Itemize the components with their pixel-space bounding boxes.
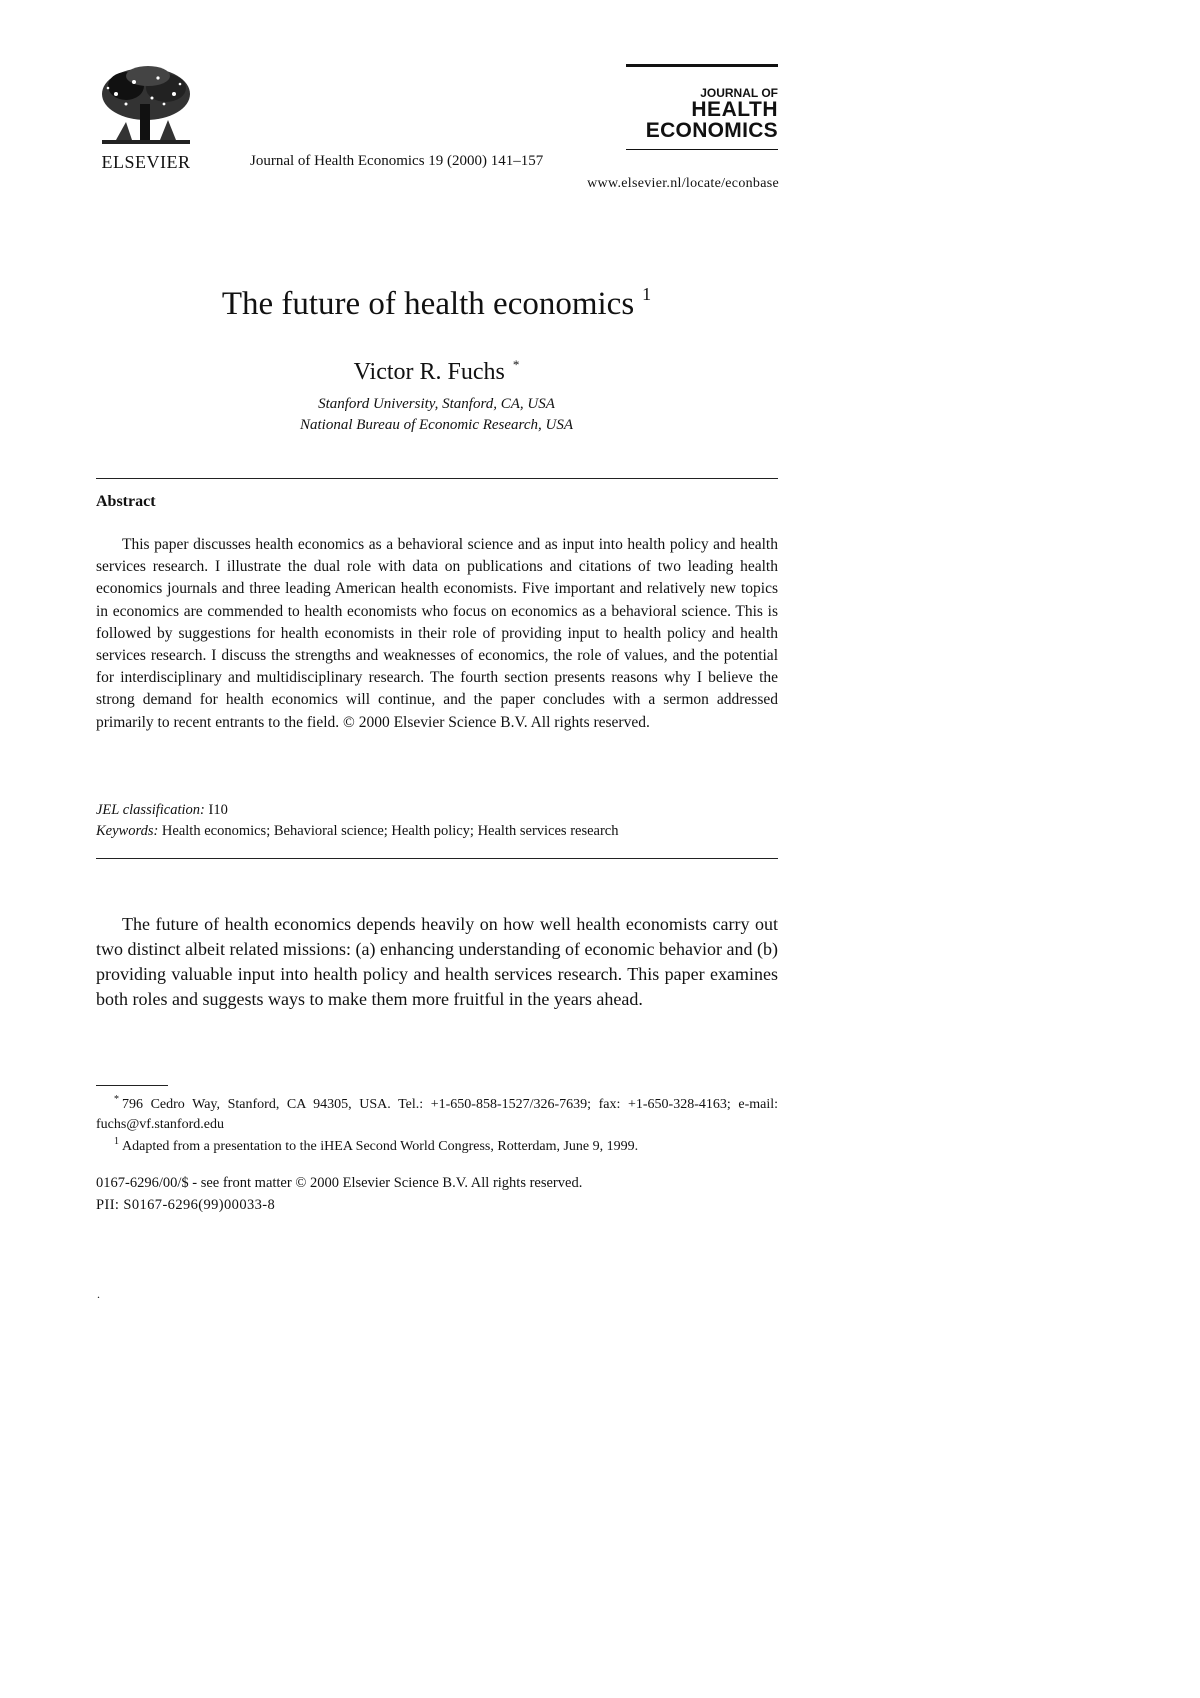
- article-title-text: The future of health economics: [221, 286, 635, 322]
- footnote-rule: [96, 1085, 168, 1086]
- journal-logo-line2: HEALTH: [691, 98, 778, 121]
- pii-line: PII: S0167-6296(99)00033-8: [96, 1197, 276, 1213]
- stray-mark: .: [97, 1287, 100, 1301]
- publisher-name: ELSEVIER: [101, 152, 191, 172]
- affiliation-2: National Bureau of Economic Research, USA: [299, 417, 573, 433]
- abstract-body: This paper discusses health economics as a behavioral science and as input into health policy and health services research. I illustrate the dual role with data on publications and citations of two leading health economics journals and three leading American health economists. Five important and relatively new topics in economics are commended to health economists who focus on economics as a behavioral science. This is followed by suggestions for health economists in their role of providing input to health policy and health services research. I discuss the strengths and weaknesses of economics, the role of values, and the potential for interdisciplinary and multidisciplinary research. The fourth section presents reasons why I believe the strong demand for health economics will continue, and the paper concludes with a sermon addressed primarily to recent entrants to the field. © 2000 Elsevier Science B.V. All rights reserved.: [96, 536, 778, 731]
- journal-citation: Journal of Health Economics 19 (2000) 141–157: [250, 153, 544, 169]
- footnote-mark-title: 1: [114, 1136, 119, 1147]
- footnote-author-text: 796 Cedro Way, Stanford, CA 94305, USA. Tel.: +1-650-858-1527/326-7639; fax: +1-650-328-4163; e-mail: fuchs@vf.stanford.edu: [96, 1097, 778, 1132]
- logo-bottom-rule: [626, 149, 778, 150]
- author-line: [0, 357, 873, 386]
- journal-logo-line1: JOURNAL OF: [700, 86, 778, 100]
- article-title: [0, 284, 873, 323]
- keywords: [96, 823, 618, 840]
- keywords-value: Health economics; Behavioral science; Health policy; Health services research: [161, 823, 619, 839]
- title-footnote-mark: 1: [642, 284, 652, 304]
- journal-logo-line3: ECONOMICS: [645, 119, 778, 142]
- journal-url[interactable]: www.elsevier.nl/locate/econbase: [587, 176, 779, 191]
- affiliation-1: Stanford University, Stanford, CA, USA: [318, 396, 555, 412]
- issn-line: 0167-6296/00/$ - see front matter © 2000 Elsevier Science B.V. All rights reserved.: [96, 1175, 583, 1191]
- jel-classification: [96, 802, 228, 819]
- author-footnote-mark: *: [512, 357, 520, 372]
- journal-logo: [626, 64, 778, 150]
- footnote-author: [96, 1090, 778, 1135]
- abstract-top-rule: [96, 478, 778, 479]
- author-name: Victor R. Fuchs: [353, 359, 505, 385]
- footnote-title-text: Adapted from a presentation to the iHEA Second World Congress, Rotterdam, June 9, 1999.: [122, 1139, 639, 1154]
- abstract-bottom-rule: [96, 858, 778, 859]
- jel-value: I10: [208, 802, 228, 818]
- jel-label: JEL classification:: [96, 802, 205, 818]
- intro-paragraph: The future of health economics depends heavily on how well health economists carry out two distinct albeit related missions: (a) enhancing understanding of economic behavior and (b) providing valuable input into health policy and health services research. This paper examines both roles and suggests ways to make them more fruitful in the years ahead.: [96, 914, 778, 1009]
- footnote-mark-author: *: [114, 1094, 119, 1105]
- logo-top-rule: [626, 64, 778, 67]
- abstract-heading: Abstract: [96, 493, 156, 510]
- footnote-title: [96, 1132, 778, 1157]
- keywords-label: Keywords:: [96, 823, 159, 839]
